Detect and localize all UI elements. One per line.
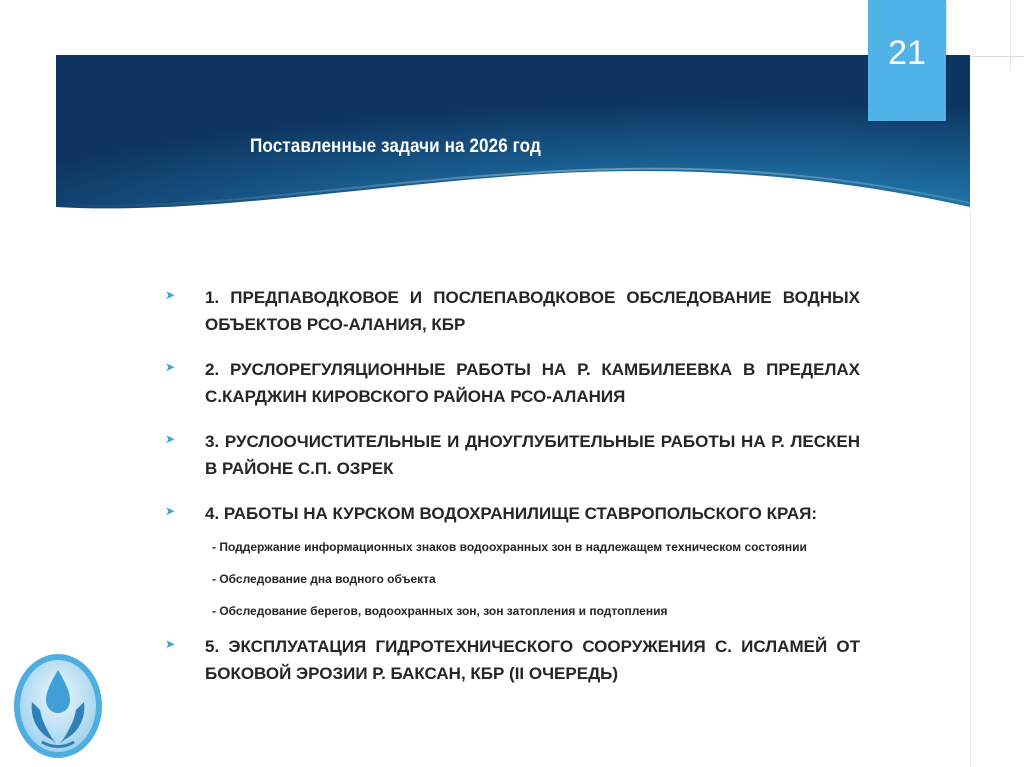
subtask-list — [165, 539, 860, 619]
banner-background — [56, 55, 970, 215]
page-number-box — [868, 0, 946, 121]
chevron-right-icon: ➤ — [165, 637, 176, 651]
task-item — [165, 284, 860, 338]
subtask-item: - Обследование дна водного объекта — [212, 572, 436, 586]
chevron-right-icon: ➤ — [165, 360, 176, 374]
task-item — [165, 356, 860, 410]
task-item — [165, 500, 860, 527]
task-text: 3. РУСЛООЧИСТИТЕЛЬНЫЕ И ДНОУГЛУБИТЕЛЬНЫЕ РАБОТЫ НА Р. ЛЕСКЕН В РАЙОНЕ С.П. ОЗРЕК — [205, 432, 860, 478]
subtask-item: - Обследование берегов, водоохранных зон, зон затопления и подтопления — [212, 604, 668, 618]
frame-line-right — [970, 210, 971, 767]
task-text: 1. ПРЕДПАВОДКОВОЕ И ПОСЛЕПАВОДКОВОЕ ОБСЛЕДОВАНИЕ ВОДНЫХ ОБЪЕКТОВ РСО-АЛАНИЯ, КБР — [205, 288, 860, 334]
water-drop-hands-logo — [12, 652, 104, 760]
slide-title: Поставленные задачи на 2026 год — [250, 136, 541, 157]
chevron-right-icon: ➤ — [165, 504, 176, 518]
task-item — [165, 633, 860, 687]
chevron-right-icon: ➤ — [165, 432, 176, 446]
task-text: 4. РАБОТЫ НА КУРСКОМ ВОДОХРАНИЛИЩЕ СТАВРОПОЛЬСКОГО КРАЯ: — [205, 504, 817, 523]
task-text: 2. РУСЛОРЕГУЛЯЦИОННЫЕ РАБОТЫ НА Р. КАМБИЛЕЕВКА В ПРЕДЕЛАХ С.КАРДЖИН КИРОВСКОГО РАЙОНА РСО-АЛАНИЯ — [205, 360, 860, 406]
task-item — [165, 428, 860, 482]
chevron-right-icon: ➤ — [165, 288, 176, 302]
task-list — [165, 284, 860, 687]
page-number: 21 — [888, 34, 926, 72]
task-text: 5. ЭКСПЛУАТАЦИЯ ГИДРОТЕХНИЧЕСКОГО СООРУЖЕНИЯ С. ИСЛАМЕЙ ОТ БОКОВОЙ ЭРОЗИИ Р. БАКСАН, КБР (II ОЧЕРЕДЬ) — [205, 637, 860, 683]
subtask-item: - Поддержание информационных знаков водоохранных зон в надлежащем техническом состоянии — [212, 540, 807, 554]
frame-line-right-top — [1010, 0, 1011, 70]
title-banner — [56, 55, 970, 215]
